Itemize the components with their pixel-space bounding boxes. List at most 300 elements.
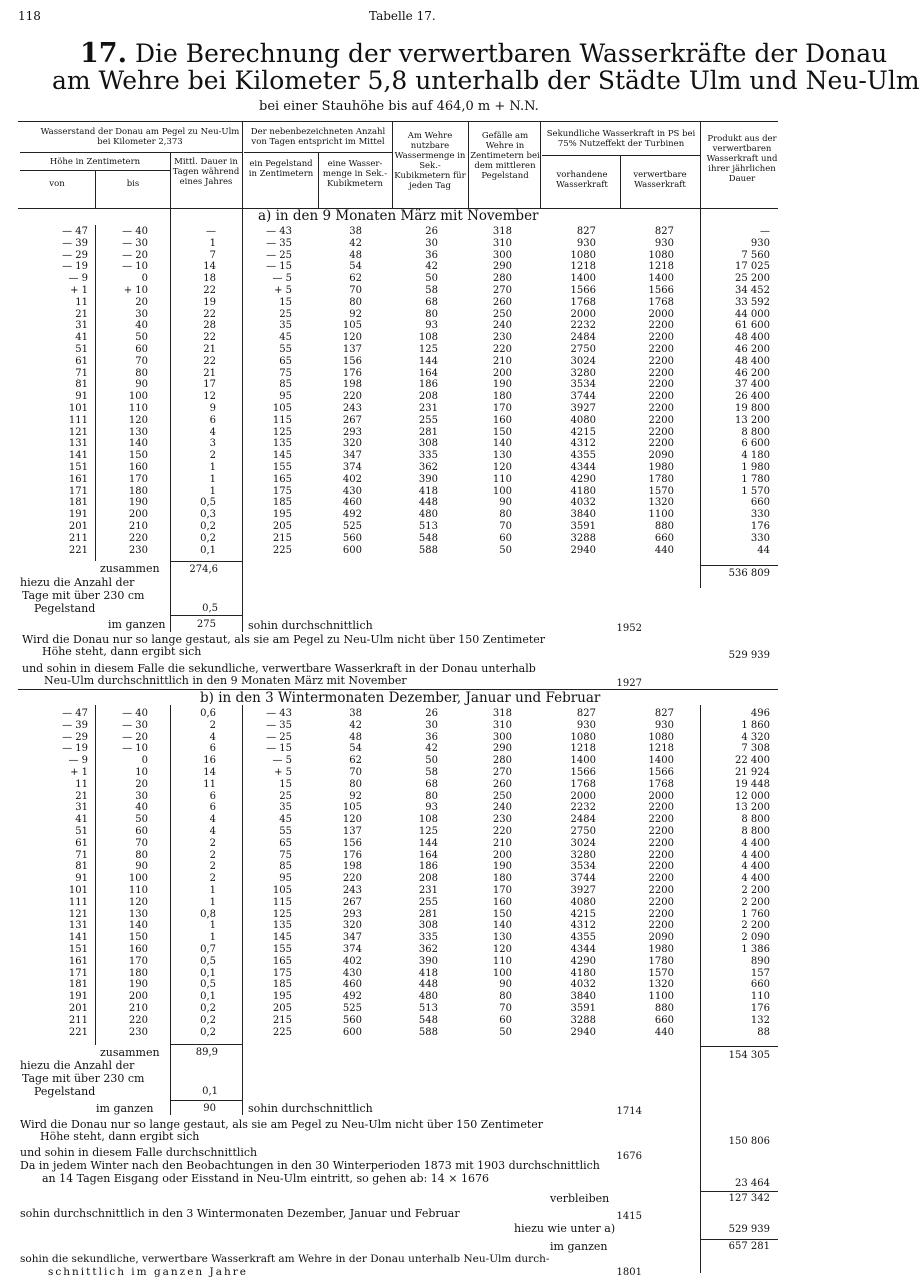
b-zusammen-days: 89,9 (195, 1047, 218, 1058)
cell-pegelstand: 105 (272, 403, 292, 414)
cell-wassermenge: 560 (342, 532, 362, 544)
cell-produkt: 1 760 (741, 908, 770, 920)
cell-von: 151 (68, 462, 88, 473)
cell-nutzbar: 418 (418, 967, 438, 979)
cell-pegelstand: — 43 (266, 708, 292, 719)
table-row (0, 991, 800, 1002)
cell-nutzbar: 513 (418, 1003, 438, 1014)
cell-produkt: 890 (750, 955, 770, 967)
cell-dauer: 0,1 (200, 991, 216, 1003)
table-row (0, 486, 800, 497)
b-sohin3-line: sohin durchschnittlich in den 3 Wintermonaten Dezember, Januar und Februar (20, 1207, 460, 1220)
title-text-1: Die Berechnung der verwertbaren Wasserkräfte der Donau (134, 39, 888, 68)
cell-von: — 39 (62, 237, 88, 249)
cell-wassermenge: 156 (342, 355, 362, 367)
cell-produkt: 4 180 (741, 450, 770, 462)
cell-produkt: 46 200 (735, 367, 770, 379)
cell-vorhandene: 3744 (570, 391, 596, 403)
cell-nutzbar: 144 (418, 355, 438, 367)
cell-verwertbare: 2200 (648, 826, 674, 837)
cell-gefaelle: 90 (499, 979, 512, 991)
cell-vorhandene: 3280 (570, 367, 596, 379)
cell-dauer: 1 (209, 885, 216, 896)
table-row (0, 545, 800, 556)
cell-nutzbar: 255 (418, 414, 438, 426)
table-row (0, 297, 800, 308)
cell-von: 61 (75, 837, 88, 849)
cell-verwertbare: 1780 (648, 955, 674, 967)
cell-produkt: 17 025 (735, 261, 770, 273)
cell-gefaelle: 60 (499, 1014, 512, 1026)
cell-vorhandene: 2484 (570, 814, 596, 826)
cell-von: — 19 (62, 261, 88, 273)
cell-dauer: 18 (203, 273, 216, 285)
cell-bis: 200 (128, 991, 148, 1003)
b-im-ganzen-label: im ganzen (96, 1102, 154, 1115)
table-row (0, 755, 800, 766)
cell-nutzbar: 93 (425, 802, 438, 814)
cell-wassermenge: 120 (342, 814, 362, 826)
cell-dauer: 0,2 (200, 1026, 216, 1038)
cell-produkt: 61 600 (735, 320, 770, 332)
cell-verwertbare: 880 (654, 1003, 674, 1014)
cell-produkt: 8 800 (741, 426, 770, 438)
cell-verwertbare: 1570 (648, 967, 674, 979)
cell-nutzbar: 208 (418, 391, 438, 403)
cell-verwertbare: 1100 (648, 509, 674, 521)
b-und-line: und sohin in diesem Falle durchschnittlich (20, 1146, 258, 1159)
title-line-2: am Wehre bei Kilometer 5,8 unterhalb der Städte Ulm und Neu-Ulm (52, 66, 920, 95)
rule-top (18, 121, 778, 122)
cell-pegelstand: 35 (279, 320, 292, 332)
cell-vorhandene: 4344 (570, 944, 596, 955)
cell-bis: 0 (141, 755, 148, 767)
cell-wassermenge: 267 (342, 414, 362, 426)
cell-nutzbar: 448 (418, 979, 438, 991)
cell-verwertbare: 1218 (648, 261, 674, 273)
cell-gefaelle: 180 (492, 873, 512, 885)
vrule-h-von (95, 170, 96, 208)
cell-wassermenge: 374 (342, 462, 362, 473)
cell-von: 141 (68, 932, 88, 944)
table-row (0, 462, 800, 473)
cell-dauer: 4 (209, 826, 216, 837)
vrule-h-dauer (170, 152, 171, 208)
cell-von: 81 (75, 379, 88, 391)
cell-bis: 10 (135, 767, 148, 778)
cell-dauer: — (206, 226, 216, 237)
cell-dauer: 1 (209, 237, 216, 249)
cell-gefaelle: 290 (492, 261, 512, 273)
cell-vorhandene: 3280 (570, 849, 596, 861)
cell-pegelstand: 55 (279, 344, 292, 355)
table-row (0, 920, 800, 931)
cell-vorhandene: 930 (576, 719, 596, 731)
vrule-h-c (392, 121, 393, 208)
cell-pegelstand: 175 (272, 967, 292, 979)
cell-bis: 150 (128, 932, 148, 944)
cell-gefaelle: 100 (492, 967, 512, 979)
cell-wassermenge: 42 (349, 719, 362, 731)
cell-wassermenge: 320 (342, 920, 362, 932)
a-wird-line-2: Höhe steht, dann ergibt sich (42, 645, 202, 658)
cell-pegelstand: — 35 (266, 237, 292, 249)
cell-nutzbar: 231 (418, 403, 438, 414)
cell-gefaelle: 260 (492, 296, 512, 308)
cell-pegelstand: 225 (272, 544, 292, 556)
cell-wassermenge: 267 (342, 896, 362, 908)
cell-verwertbare: 827 (654, 226, 674, 237)
cell-bis: 230 (128, 1026, 148, 1038)
cell-wassermenge: 600 (342, 1026, 362, 1038)
cell-vorhandene: 3840 (570, 991, 596, 1003)
cell-dauer: 6 (209, 743, 216, 755)
cell-vorhandene: 4080 (570, 414, 596, 426)
cell-produkt: 21 924 (735, 767, 770, 778)
cell-von: 41 (75, 332, 88, 344)
header-anzahl-group: Der nebenbezeichneten Anzahl von Tagen entspricht im Mittel (250, 127, 386, 147)
a-hiezu-line-2: Tage mit über 230 cm (22, 589, 145, 602)
cell-dauer: 0,7 (200, 944, 216, 955)
cell-nutzbar: 36 (425, 731, 438, 743)
cell-bis: — 30 (122, 237, 148, 249)
cell-produkt: 88 (757, 1026, 770, 1038)
cell-pegelstand: 65 (279, 355, 292, 367)
cell-von: 91 (75, 391, 88, 403)
cell-dauer: 1 (209, 485, 216, 497)
vrule-h-e (540, 121, 541, 208)
cell-wassermenge: 293 (342, 426, 362, 438)
cell-wassermenge: 374 (342, 944, 362, 955)
cell-pegelstand: 55 (279, 826, 292, 837)
cell-von: 21 (75, 790, 88, 802)
cell-vorhandene: 2940 (570, 1026, 596, 1038)
cell-von: 201 (68, 1003, 88, 1014)
cell-bis: 160 (128, 944, 148, 955)
cell-wassermenge: 430 (342, 967, 362, 979)
cell-wassermenge: 137 (342, 344, 362, 355)
cell-produkt: 4 400 (741, 861, 770, 873)
cell-bis: 90 (135, 379, 148, 391)
cell-wassermenge: 460 (342, 497, 362, 509)
header-bis: bis (126, 179, 140, 189)
b-da-value: 23 464 (735, 1178, 770, 1189)
vrule-h-f (620, 155, 621, 208)
cell-pegelstand: 45 (279, 332, 292, 344)
a-zusammen-days: 274,6 (189, 564, 218, 575)
cell-produkt: 2 200 (741, 920, 770, 932)
cell-pegelstand: — 25 (266, 731, 292, 743)
cell-gefaelle: 180 (492, 391, 512, 403)
cell-verwertbare: 2200 (648, 426, 674, 438)
cell-gefaelle: 220 (492, 826, 512, 837)
cell-dauer: 2 (209, 450, 216, 462)
table-row (0, 521, 800, 532)
cell-verwertbare: 2200 (648, 873, 674, 885)
table-row (0, 720, 800, 731)
cell-dauer: 12 (203, 391, 216, 403)
cell-produkt: 176 (750, 1003, 770, 1014)
b-hiezu-a-value: 529 939 (728, 1224, 770, 1235)
cell-dauer: 1 (209, 473, 216, 485)
cell-produkt: 4 320 (741, 731, 770, 743)
cell-gefaelle: 170 (492, 885, 512, 896)
cell-nutzbar: 186 (418, 379, 438, 391)
cell-pegelstand: 155 (272, 944, 292, 955)
cell-dauer: 22 (203, 332, 216, 344)
cell-gefaelle: 210 (492, 837, 512, 849)
cell-bis: 90 (135, 861, 148, 873)
cell-produkt: 2 200 (741, 896, 770, 908)
b-im-ganzen-days: 90 (203, 1103, 216, 1114)
table-row (0, 909, 800, 920)
cell-produkt: 2 200 (741, 885, 770, 896)
cell-verwertbare: 2200 (648, 802, 674, 814)
b-final-line-1: sohin die sekundliche, verwertbare Wasserkraft am Wehre in der Donau unterhalb Neu-Ulm durch- (20, 1253, 550, 1265)
table-row (0, 944, 800, 955)
cell-nutzbar: 308 (418, 438, 438, 450)
header-von: von (49, 179, 65, 189)
cell-dauer: 0,2 (200, 532, 216, 544)
b-final-value: 1801 (616, 1267, 642, 1278)
cell-von: 91 (75, 873, 88, 885)
cell-wassermenge: 92 (349, 308, 362, 320)
cell-von: 101 (68, 403, 88, 414)
cell-pegelstand: 205 (272, 521, 292, 532)
cell-nutzbar: 335 (418, 450, 438, 462)
b-verbleiben-label: verbleiben (550, 1192, 610, 1205)
cell-produkt: 13 200 (735, 802, 770, 814)
cell-pegelstand: 185 (272, 979, 292, 991)
table-row (0, 368, 800, 379)
table-row (0, 533, 800, 544)
cell-dauer: 17 (203, 379, 216, 391)
cell-bis: 170 (128, 473, 148, 485)
cell-bis: 20 (135, 778, 148, 790)
cell-verwertbare: 1080 (648, 731, 674, 743)
cell-dauer: 7 (209, 249, 216, 261)
cell-von: 161 (68, 473, 88, 485)
table-row (0, 743, 800, 754)
cell-nutzbar: 42 (425, 743, 438, 755)
cell-wassermenge: 525 (342, 521, 362, 532)
cell-pegelstand: 225 (272, 1026, 292, 1038)
cell-gefaelle: 160 (492, 896, 512, 908)
cell-gefaelle: 210 (492, 355, 512, 367)
cell-von: 131 (68, 920, 88, 932)
rule-b-sum (170, 1044, 242, 1045)
cell-pegelstand: 95 (279, 873, 292, 885)
cell-vorhandene: 4180 (570, 967, 596, 979)
cell-verwertbare: 660 (654, 1014, 674, 1026)
cell-verwertbare: 660 (654, 532, 674, 544)
b-sohin-label: sohin durchschnittlich (248, 1102, 373, 1115)
cell-gefaelle: 300 (492, 249, 512, 261)
cell-bis: 230 (128, 544, 148, 556)
cell-gefaelle: 160 (492, 414, 512, 426)
cell-gefaelle: 50 (499, 1026, 512, 1038)
cell-vorhandene: 3024 (570, 355, 596, 367)
cell-von: 121 (68, 908, 88, 920)
cell-vorhandene: 3288 (570, 532, 596, 544)
cell-wassermenge: 430 (342, 485, 362, 497)
page-number: 118 (18, 9, 41, 23)
table-row (0, 897, 800, 908)
cell-gefaelle: 90 (499, 497, 512, 509)
cell-verwertbare: 2200 (648, 814, 674, 826)
cell-produkt: 8 800 (741, 814, 770, 826)
cell-pegelstand: 165 (272, 473, 292, 485)
cell-dauer: 22 (203, 308, 216, 320)
cell-nutzbar: 588 (418, 544, 438, 556)
b-wird-line-2: Höhe steht, dann ergibt sich (40, 1130, 200, 1143)
cell-verwertbare: 2200 (648, 438, 674, 450)
cell-verwertbare: 2090 (648, 932, 674, 944)
b-total-value: 657 281 (728, 1241, 770, 1252)
cell-vorhandene: 2000 (570, 308, 596, 320)
table-row (0, 968, 800, 979)
cell-von: 11 (75, 296, 88, 308)
a-wird-line-1: Wird die Donau nur so lange gestaut, als sie am Pegel zu Neu-Ulm nicht über 150 Zentimeter (22, 633, 546, 646)
header-verwertbare: verwertbare Wasserkraft (633, 170, 687, 190)
cell-dauer: 0,5 (200, 497, 216, 509)
a-zusammen-product: 536 809 (728, 568, 770, 579)
cell-dauer: 1 (209, 920, 216, 932)
cell-pegelstand: 205 (272, 1003, 292, 1014)
cell-nutzbar: 231 (418, 885, 438, 896)
cell-nutzbar: 362 (418, 944, 438, 955)
cell-gefaelle: 150 (492, 426, 512, 438)
cell-bis: 210 (128, 521, 148, 532)
cell-von: 171 (68, 967, 88, 979)
cell-vorhandene: 827 (576, 226, 596, 237)
cell-gefaelle: 110 (492, 473, 512, 485)
cell-vorhandene: 4032 (570, 979, 596, 991)
cell-wassermenge: 525 (342, 1003, 362, 1014)
cell-verwertbare: 440 (654, 544, 674, 556)
cell-nutzbar: 164 (418, 849, 438, 861)
cell-verwertbare: 2200 (648, 896, 674, 908)
cell-pegelstand: 215 (272, 1014, 292, 1026)
cell-vorhandene: 1218 (570, 261, 596, 273)
cell-bis: 190 (128, 979, 148, 991)
cell-vorhandene: 4290 (570, 473, 596, 485)
a-sohin-value: 1952 (616, 623, 642, 634)
cell-gefaelle: 230 (492, 814, 512, 826)
cell-verwertbare: 930 (654, 237, 674, 249)
b-hiezu-line-1: hiezu die Anzahl der (20, 1059, 135, 1072)
section-b-heading: b) in den 3 Wintermonaten Dezember, Januar und Februar (200, 690, 601, 706)
cell-wassermenge: 198 (342, 861, 362, 873)
cell-gefaelle: 80 (499, 991, 512, 1003)
cell-verwertbare: 1566 (648, 285, 674, 296)
cell-dauer: 11 (203, 778, 216, 790)
cell-verwertbare: 440 (654, 1026, 674, 1038)
cell-produkt: 176 (750, 521, 770, 532)
cell-vorhandene: 3288 (570, 1014, 596, 1026)
cell-dauer: 0,2 (200, 1003, 216, 1014)
b-wird-line-1: Wird die Donau nur so lange gestaut, als sie am Pegel zu Neu-Ulm nicht über 150 Zentimeter (20, 1118, 544, 1131)
table-row (0, 509, 800, 520)
cell-bis: — 30 (122, 719, 148, 731)
cell-wassermenge: 402 (342, 955, 362, 967)
cell-nutzbar: 164 (418, 367, 438, 379)
cell-produkt: 6 600 (741, 438, 770, 450)
a-wird-value: 529 939 (728, 650, 770, 661)
cell-nutzbar: 125 (418, 826, 438, 837)
rule-a-sum (170, 561, 242, 562)
cell-wassermenge: 42 (349, 237, 362, 249)
cell-verwertbare: 930 (654, 719, 674, 731)
cell-pegelstand: 85 (279, 861, 292, 873)
cell-bis: 220 (128, 1014, 148, 1026)
cell-verwertbare: 1320 (648, 497, 674, 509)
cell-produkt: 48 400 (735, 355, 770, 367)
cell-nutzbar: 144 (418, 837, 438, 849)
cell-gefaelle: 130 (492, 932, 512, 944)
cell-bis: — 20 (122, 731, 148, 743)
cell-pegelstand: 115 (272, 896, 292, 908)
cell-vorhandene: 2232 (570, 802, 596, 814)
cell-produkt: 4 400 (741, 873, 770, 885)
cell-produkt: 1 386 (741, 944, 770, 955)
cell-dauer: 6 (209, 802, 216, 814)
cell-produkt: 33 592 (735, 296, 770, 308)
cell-dauer: 2 (209, 873, 216, 885)
table-row (0, 226, 800, 237)
a-und-value: 1927 (616, 678, 642, 689)
table-row (0, 344, 800, 355)
b-da-line-2: an 14 Tagen Eisgang oder Eisstand in Neu-Ulm eintritt, so gehen ab: 14 × 1676 (42, 1172, 489, 1185)
cell-verwertbare: 1400 (648, 755, 674, 767)
cell-verwertbare: 1566 (648, 767, 674, 778)
cell-nutzbar: 108 (418, 814, 438, 826)
vrule-h-b (318, 152, 319, 208)
cell-gefaelle: 230 (492, 332, 512, 344)
cell-vorhandene: 1566 (570, 285, 596, 296)
cell-von: 181 (68, 497, 88, 509)
cell-nutzbar: 50 (425, 273, 438, 285)
cell-von: 151 (68, 944, 88, 955)
table-row (0, 979, 800, 990)
header-produkt: Produkt aus der verwertbaren Wasserkraft und ihrer jährlichen Dauer (706, 134, 778, 184)
cell-wassermenge: 347 (342, 932, 362, 944)
cell-wassermenge: 105 (342, 802, 362, 814)
table-label: Tabelle 17. (369, 9, 436, 23)
table-row (0, 403, 800, 414)
cell-bis: 40 (135, 320, 148, 332)
cell-pegelstand: — 35 (266, 719, 292, 731)
cell-produkt: 44 000 (735, 308, 770, 320)
cell-vorhandene: 1768 (570, 778, 596, 790)
cell-verwertbare: 2200 (648, 861, 674, 873)
table-row (0, 767, 800, 778)
cell-nutzbar: 588 (418, 1026, 438, 1038)
cell-vorhandene: 827 (576, 708, 596, 719)
cell-vorhandene: 3927 (570, 403, 596, 414)
cell-pegelstand: 145 (272, 450, 292, 462)
cell-nutzbar: 36 (425, 249, 438, 261)
cell-gefaelle: 280 (492, 755, 512, 767)
table-row (0, 1015, 800, 1026)
a-und-line-2: Neu-Ulm durchschnittlich in den 9 Monaten März mit November (44, 674, 407, 687)
cell-vorhandene: 1400 (570, 273, 596, 285)
cell-von: 161 (68, 955, 88, 967)
cell-dauer: 0,6 (200, 708, 216, 719)
cell-nutzbar: 480 (418, 991, 438, 1003)
cell-nutzbar: 68 (425, 778, 438, 790)
cell-von: 131 (68, 438, 88, 450)
